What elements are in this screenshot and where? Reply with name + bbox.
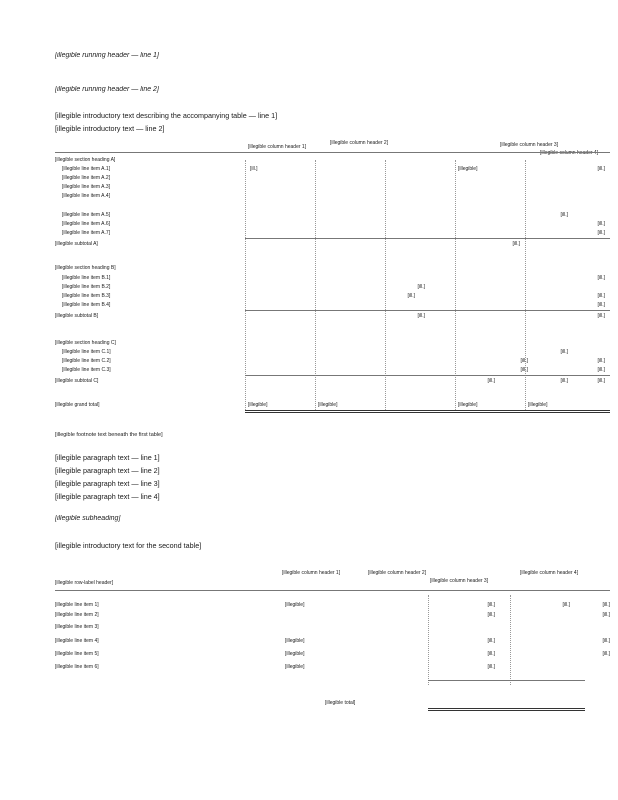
t2-col-header-0: [illegible row-label header] [55, 580, 114, 586]
paragraph-2-line-2: [illegible paragraph text — line 2] [55, 466, 160, 475]
subheading: [illegible subheading] [55, 515, 121, 522]
footnote: [illegible footnote text beneath the first table] [55, 432, 163, 438]
intro-line-2: [illegible introductory text — line 2] [55, 124, 165, 133]
t2-col-header-3: [illegible column header 3] [430, 578, 489, 584]
t2-total-label: [illegible total] [325, 700, 356, 706]
t1-col-header-4: [illegible column header 4] [540, 150, 599, 156]
running-header-2: [illegible running header — line 2] [55, 86, 159, 93]
intro-line-1: [illegible introductory text describing the accompanying table — line 1] [55, 111, 278, 120]
running-header-1: [illegible running header — line 1] [55, 52, 159, 59]
t1-col-header-1: [illegible column header 1] [248, 144, 307, 150]
t1-section-a-title: [illegible section heading A] [55, 157, 116, 163]
paragraph-2-line-1: [illegible paragraph text — line 1] [55, 453, 160, 462]
t1-total-label: [illegible grand total] [55, 402, 100, 408]
t1-section-b-title: [illegible section heading B] [55, 265, 116, 271]
t2-col-header-1: [illegible column header 1] [282, 570, 341, 576]
t2-col-header-2: [illegible column header 2] [368, 570, 427, 576]
paragraph-2-line-3: [illegible paragraph text — line 3] [55, 479, 160, 488]
document-page: [illegible running header — line 1] [illegible running header — line 2] [illegible introductory text describing the accompanying table — line 1] [illegible introductory text — line 2] [illegible column header 1] [illegible column header 2] [illegible column header 3] [illegible column header 4] [illegible section heading A] [illegible line item A.1] [ill.] [illegible] [ill.] [illegible line item A.2] [illegible line item A.3] [illegible line item A.4] [illegible line item A.5] [ill.] [illegible line item A.6] [ill.] [illegible line item A.7] [ill.] [illegible subtotal A] [ill.] [illegible section heading B] [illegible line item B.1] [ill.] [illegible line item B.2] [ill.] [illegible line item B.3] [ill.] [ill.] [illegible line item B.4] [ill.] [illegible subtotal B] [ill.] [ill.] [illegible section heading C] [illegible line item C.1] [ill.] [illegible line item C.2] [ill.] [ill.] [illegible line item C.3] [ill.] [ill.] [illegible subtotal C] [ill.] [ill.] [ill.] [illegible grand total] [illegible] [illegible] [illegible] [illegible] [illegible footnote text beneath the first table] [illegible paragraph text — line 1] [illegible paragraph text — line 2] [illegible paragraph text — line 3] [illegible paragraph text — line 4] [illegible subheading] [illegible introductory text for the second table] [illegible row-label header] [illegible column header 1] [illegible column header 2] [illegible column header 3] [illegible column header 4] [illegible line item 1] [illegible] [ill.] [ill.] [ill.] [illegible line item 2] [ill.] [ill.] [illegible line item 3] [illegible line item 4] [illegible] [ill.] [ill.] [illegible line item 5] [illegible] [ill.] [ill.] [illegible line item 6] [illegible] [ill.] [illegible total] [0, 0, 618, 800]
t1-section-c-title: [illegible section heading C] [55, 340, 116, 346]
t1-col-header-2: [illegible column header 2] [330, 140, 389, 146]
paragraph-2-line-4: [illegible paragraph text — line 4] [55, 492, 160, 501]
t1-col-header-3: [illegible column header 3] [500, 142, 559, 148]
table-2-intro: [illegible introductory text for the second table] [55, 541, 202, 550]
t2-col-header-4: [illegible column header 4] [520, 570, 579, 576]
